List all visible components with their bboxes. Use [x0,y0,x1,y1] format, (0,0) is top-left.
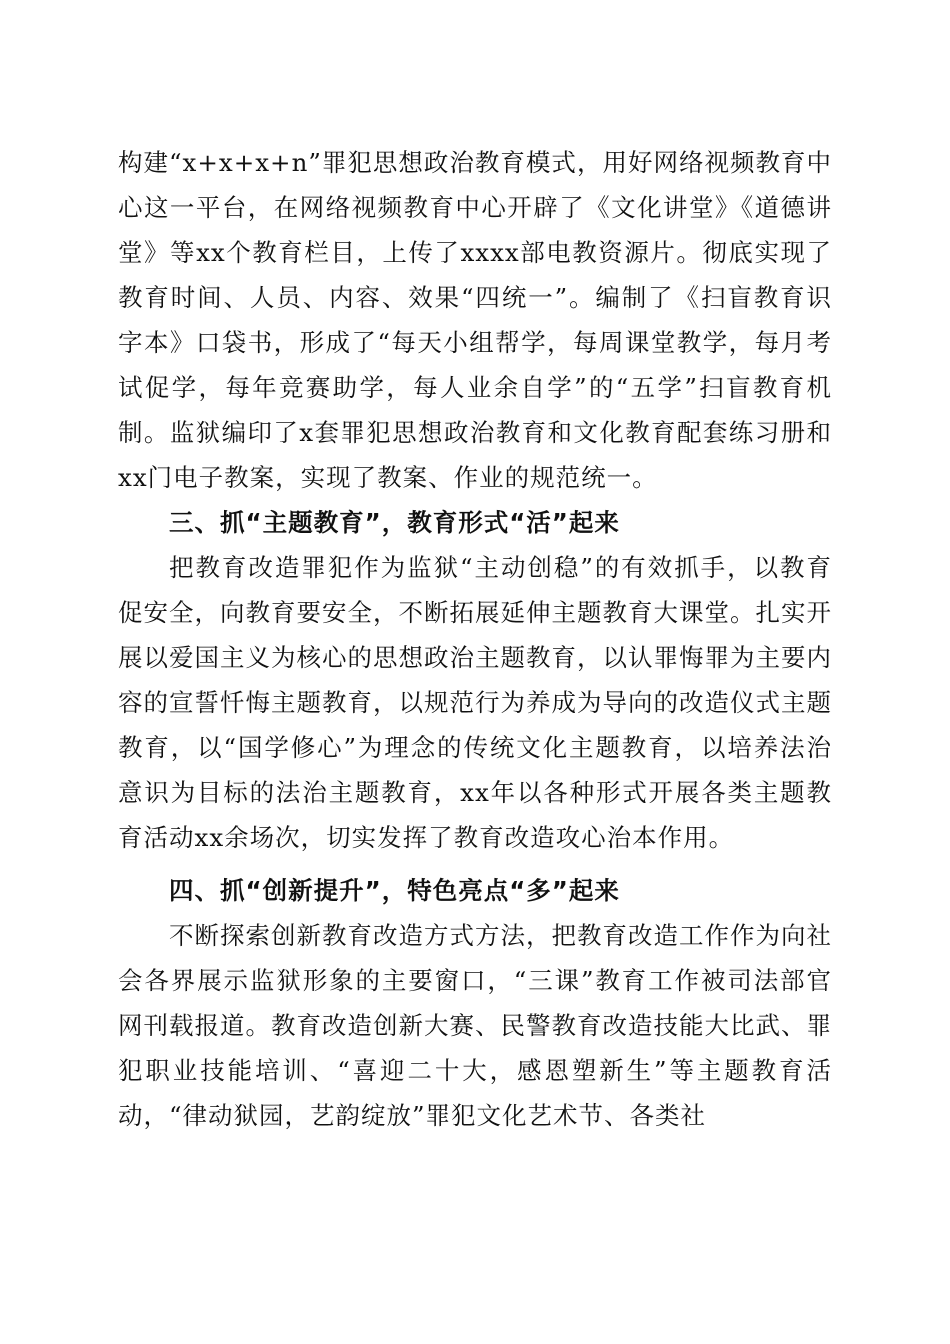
section-heading-innovation: 四、抓“创新提升”，特色亮点“多”起来 [169,876,620,905]
paragraph-curriculum-system: 构建“x+x+x+n”罪犯思想政治教育模式，用好网络视频教育中心这一平台，在网络视频教育中心开辟了《文化讲堂》《道德讲堂》等xx个教育栏目，上传了xxxx部电教资源片。彻底实现了教育时间、人员、内容、效果“四统一”。编制了《扫盲教育识字本》口袋书，形成了“每天小组帮学，每周课堂教学，每月考试促学，每年竞赛助学，每人业余自学”的“五学”扫盲教育机制。监狱编印了x套罪犯思想政治教育和文化教育配套练习册和xx门电子教案，实现了教案、作业的规范统一。 [118,148,832,492]
paragraph-innovation: 不断探索创新教育改造方式方法，把教育改造工作作为向社会各界展示监狱形象的主要窗口，“三课”教育工作被司法部官网刊载报道。教育改造创新大赛、民警教育改造技能大比武、罪犯职业技能培训、“喜迎二十大，感恩塑新生”等主题教育活动，“律动狱园，艺韵绽放”罪犯文化艺术节、各类社 [118,921,832,1130]
section-heading-theme-education: 三、抓“主题教育”，教育形式“活”起来 [169,508,620,537]
paragraph-theme-education: 把教育改造罪犯作为监狱“主动创稳”的有效抓手，以教育促安全，向教育要安全，不断拓展延伸主题教育大课堂。扎实开展以爱国主义为核心的思想政治主题教育，以认罪悔罪为主要内容的宣誓忏悔主题教育，以规范行为养成为导向的改造仪式主题教育，以“国学修心”为理念的传统文化主题教育，以培养法治意识为目标的法治主题教育，xx年以各种形式开展各类主题教育活动xx余场次，切实发挥了教育改造攻心治本作用。 [118,553,832,852]
document-body [118,140,832,1138]
